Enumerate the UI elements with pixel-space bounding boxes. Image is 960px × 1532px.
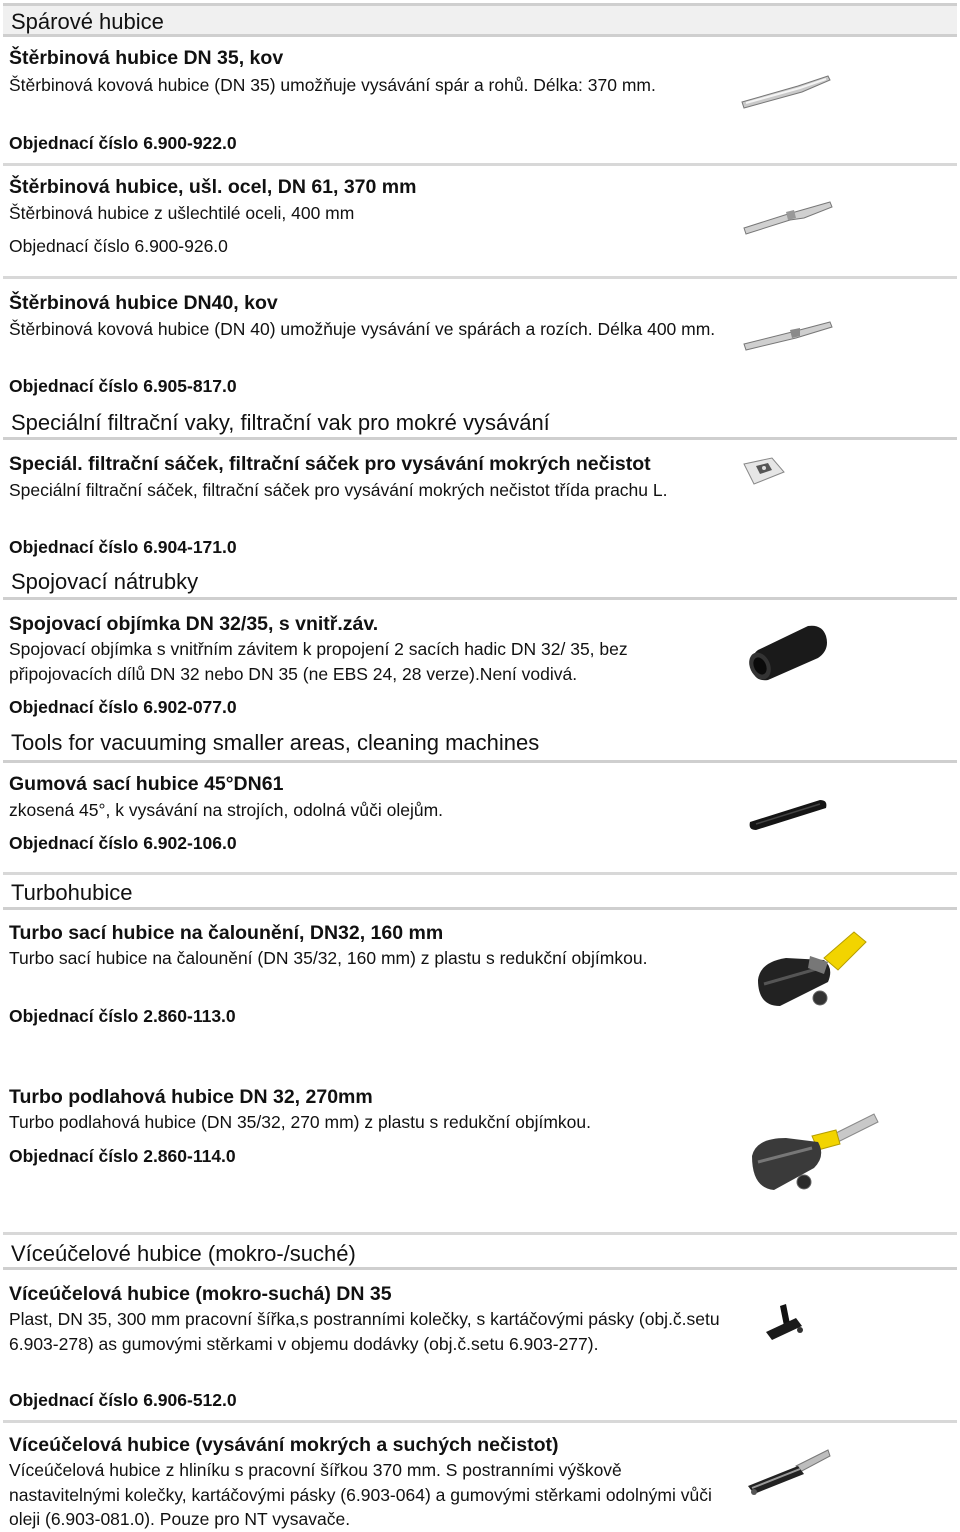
- connecting-sleeve-icon: [746, 620, 830, 691]
- section-title: Speciální filtrační vaky, filtrační vak pro mokré vysávání: [11, 410, 550, 435]
- product-title: Víceúčelová hubice (mokro-suchá) DN 35: [9, 1283, 392, 1305]
- product-description: Plast, DN 35, 300 mm pracovní šířka,s postranními kolečky, s kartáčovými pásky (obj.č.setu 6.903-278) as gumovými stěrkami v objemu dodávky (obj.č.setu 6.903-277).: [9, 1309, 720, 1354]
- rubber-nozzle-icon: [746, 794, 830, 839]
- product-description: Turbo podlahová hubice (DN 35/32, 270 mm) z plastu s redukční objímkou.: [9, 1112, 592, 1132]
- wet-dry-floor-nozzle-icon: [762, 1300, 806, 1351]
- product-description: Speciální filtrační sáček, filtrační sáček pro vysávání mokrých nečistot třída prachu L.: [9, 480, 668, 500]
- divider: [3, 1420, 957, 1423]
- section-header: [3, 3, 957, 37]
- section-title: Turbohubice: [11, 880, 133, 905]
- turbo-floor-nozzle-icon: [746, 1108, 880, 1207]
- section-header: [3, 872, 957, 910]
- product-description: Turbo sací hubice na čalounění (DN 35/32, 160 mm) z plastu s redukční objímkou.: [9, 948, 648, 968]
- section-header: [3, 404, 957, 440]
- product-title: Spojovací objímka DN 32/35, s vnitř.záv.: [9, 613, 379, 635]
- aluminium-floor-nozzle-icon: [744, 1448, 834, 1503]
- product-title: Štěrbinová hubice DN 35, kov: [9, 47, 284, 69]
- divider: [3, 163, 957, 166]
- order-number: Objednací číslo 6.902-077.0: [9, 697, 237, 717]
- product-title: Štěrbinová hubice, ušl. ocel, DN 61, 370 mm: [9, 176, 417, 198]
- order-number: Objednací číslo 6.905-817.0: [9, 376, 237, 396]
- product-title: Speciál. filtrační sáček, filtrační sáček pro vysávání mokrých nečistot: [9, 453, 651, 475]
- order-number: Objednací číslo 6.906-512.0: [9, 1390, 237, 1410]
- stainless-crevice-nozzle-icon: [742, 198, 834, 243]
- order-number: Objednací číslo 6.900-926.0: [9, 236, 228, 256]
- product-description: Spojovací objímka s vnitřním závitem k propojení 2 sacích hadic DN 32/ 35, bez připojovacích dílů DN 32 nebo DN 35 (ne EBS 24, 28 verze).Není vodivá.: [9, 639, 628, 684]
- product-title: Turbo sací hubice na čalounění, DN32, 160 mm: [9, 922, 444, 944]
- product-description: Víceúčelová hubice z hliníku s pracovní šířkou 370 mm. S postranními výškově nastavitelnými kolečky, kartáčovými pásky (6.903-064) a gumovými stěrkami odolnými vůči oleji (6.903-081.0). Pouze pro NT vysavače.: [9, 1460, 712, 1529]
- crevice-nozzle-icon: [740, 68, 832, 117]
- section-header: [3, 564, 957, 600]
- order-number: Objednací číslo 2.860-114.0: [9, 1146, 236, 1166]
- product-description: Štěrbinová kovová hubice (DN 35) umožňuje vysávání spár a rohů. Délka: 370 mm.: [9, 75, 656, 95]
- product-title: Gumová sací hubice 45°DN61: [9, 773, 284, 795]
- product-title: Štěrbinová hubice DN40, kov: [9, 292, 278, 314]
- divider: [3, 276, 957, 279]
- turbo-upholstery-nozzle-icon: [750, 928, 870, 1019]
- section-title: Spárové hubice: [11, 9, 164, 34]
- section-header: [3, 1232, 957, 1270]
- section-title: Víceúčelové hubice (mokro-/suché): [11, 1241, 356, 1266]
- order-number: Objednací číslo 6.904-171.0: [9, 537, 237, 557]
- product-description: Štěrbinová kovová hubice (DN 40) umožňuje vysávání ve spárách a rozích. Délka 400 mm.: [9, 319, 716, 339]
- crevice-nozzle-dn40-icon: [742, 318, 834, 359]
- filter-bag-icon: [742, 456, 788, 493]
- product-title: Turbo podlahová hubice DN 32, 270mm: [9, 1086, 373, 1108]
- section-header: [3, 725, 957, 763]
- section-title: Tools for vacuuming smaller areas, cleaning machines: [11, 730, 540, 755]
- order-number: Objednací číslo 2.860-113.0: [9, 1006, 236, 1026]
- order-number: Objednací číslo 6.900-922.0: [9, 133, 237, 153]
- section-title: Spojovací nátrubky: [11, 569, 199, 594]
- product-description: zkosená 45°, k vysávání na strojích, odolná vůči olejům.: [9, 800, 444, 820]
- product-title: Víceúčelová hubice (vysávání mokrých a suchých nečistot): [9, 1434, 559, 1456]
- order-number: Objednací číslo 6.902-106.0: [9, 833, 237, 853]
- product-description: Štěrbinová hubice z ušlechtilé oceli, 400 mm: [9, 203, 355, 223]
